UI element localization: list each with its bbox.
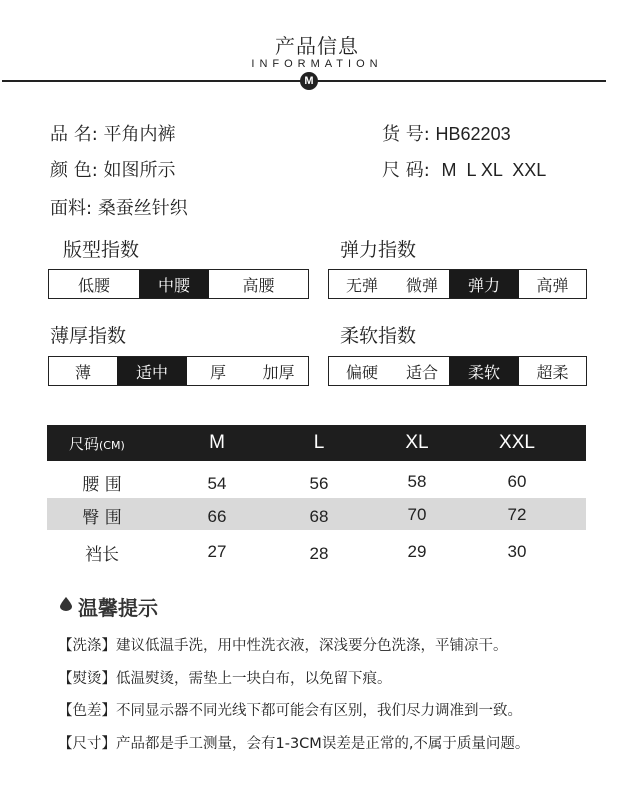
table-cell: 27 (207, 542, 227, 561)
size-table-header (47, 425, 586, 461)
color-row (50, 156, 176, 182)
tip-tag: 【熨烫】 (58, 671, 116, 687)
softness-index-title: 柔软指数 (340, 325, 417, 347)
elastic-option-elastic[interactable]: 弹力 (449, 270, 519, 298)
thickness-option-thick[interactable]: 厚 (209, 362, 226, 382)
softness-option-super-soft[interactable]: 超柔 (536, 362, 569, 382)
elastic-option-none[interactable]: 无弹 (345, 275, 378, 295)
size-header-text: 尺码 (69, 435, 100, 453)
fit-option-mid[interactable]: 中腰 (139, 270, 209, 298)
item-number-value: HB62203 (435, 124, 511, 144)
tips-title: 温馨提示 (78, 596, 158, 620)
thickness-option-extra-thick[interactable]: 加厚 (262, 362, 295, 382)
size-label: 尺 码: (382, 160, 430, 181)
elastic-option-slight[interactable]: 微弹 (405, 275, 438, 295)
table-cell: 66 (207, 507, 227, 526)
row-label: 臀 围 (82, 508, 122, 528)
thickness-option-medium[interactable]: 适中 (117, 357, 187, 385)
table-cell: 29 (407, 542, 427, 561)
table-cell: 58 (407, 472, 427, 491)
table-cell: 54 (207, 474, 227, 493)
column-l: L (313, 432, 325, 453)
tip-tag: 【洗涤】 (58, 638, 116, 654)
tip-tag: 【色差】 (58, 703, 116, 719)
table-row (47, 500, 586, 530)
column-xl: XL (405, 432, 429, 453)
fabric-label: 面料: (50, 198, 93, 219)
product-name-value: 平角内裤 (103, 124, 176, 145)
color-label: 颜 色: (50, 160, 98, 181)
table-cell: 28 (309, 544, 329, 563)
column-m: M (209, 432, 225, 453)
tip-text: 建议低温手洗，用中性洗衣液，深浅要分色洗涤，平铺凉干。 (116, 638, 508, 654)
size-value: M L XL XXL (441, 160, 547, 180)
tip-washing (58, 634, 508, 655)
elastic-option-high[interactable]: 高弹 (536, 275, 569, 295)
fit-option-high[interactable]: 高腰 (242, 275, 275, 295)
fit-index-box (48, 269, 309, 299)
tip-text: 产品都是手工测量，会有1-3CM误差是正常的,不属于质量问题。 (116, 736, 530, 752)
item-number-row (382, 120, 511, 146)
softness-index-box (328, 356, 587, 386)
thickness-option-thin[interactable]: 薄 (74, 362, 91, 382)
row-label: 裆长 (85, 545, 119, 565)
size-row (382, 156, 546, 182)
m-badge: M (300, 72, 318, 90)
tip-tag: 【尺寸】 (58, 736, 116, 752)
size-header-label (69, 433, 125, 454)
table-row (47, 537, 586, 567)
fabric-row (50, 194, 188, 220)
table-cell: 60 (507, 472, 527, 491)
tip-color-difference (58, 699, 522, 720)
elastic-index-title: 弹力指数 (340, 239, 417, 261)
fit-option-low[interactable]: 低腰 (77, 275, 110, 295)
water-drop-icon (60, 597, 72, 611)
tip-text: 低温熨烫，需垫上一块白布，以免留下痕。 (116, 671, 392, 687)
table-cell: 30 (507, 542, 527, 561)
thickness-index-title: 薄厚指数 (50, 325, 127, 347)
table-cell: 72 (507, 505, 527, 524)
tip-text: 不同显示器不同光线下都可能会有区别，我们尽力调准到一致。 (116, 703, 522, 719)
product-name-row (50, 120, 176, 146)
size-header-unit: (CM) (99, 439, 125, 452)
table-cell: 56 (309, 474, 329, 493)
color-value: 如图所示 (103, 160, 176, 181)
table-cell: 70 (407, 505, 427, 524)
elastic-index-box (328, 269, 587, 299)
column-xxl: XXL (499, 432, 535, 453)
fabric-value: 桑蚕丝针织 (97, 198, 188, 219)
page-subtitle: INFORMATION (251, 58, 383, 70)
fit-index-title: 版型指数 (63, 239, 140, 261)
tip-size (58, 732, 529, 753)
row-label: 腰 围 (82, 475, 122, 495)
softness-option-soft[interactable]: 柔软 (449, 357, 519, 385)
table-cell: 68 (309, 507, 329, 526)
product-name-label: 品 名: (50, 124, 98, 145)
table-row (47, 467, 586, 497)
softness-option-fit[interactable]: 适合 (405, 362, 438, 382)
thickness-index-box (48, 356, 309, 386)
softness-option-hard[interactable]: 偏硬 (345, 362, 378, 382)
item-number-label: 货 号: (382, 124, 430, 145)
page-title: 产品信息 (275, 34, 359, 58)
tip-ironing (58, 667, 392, 688)
